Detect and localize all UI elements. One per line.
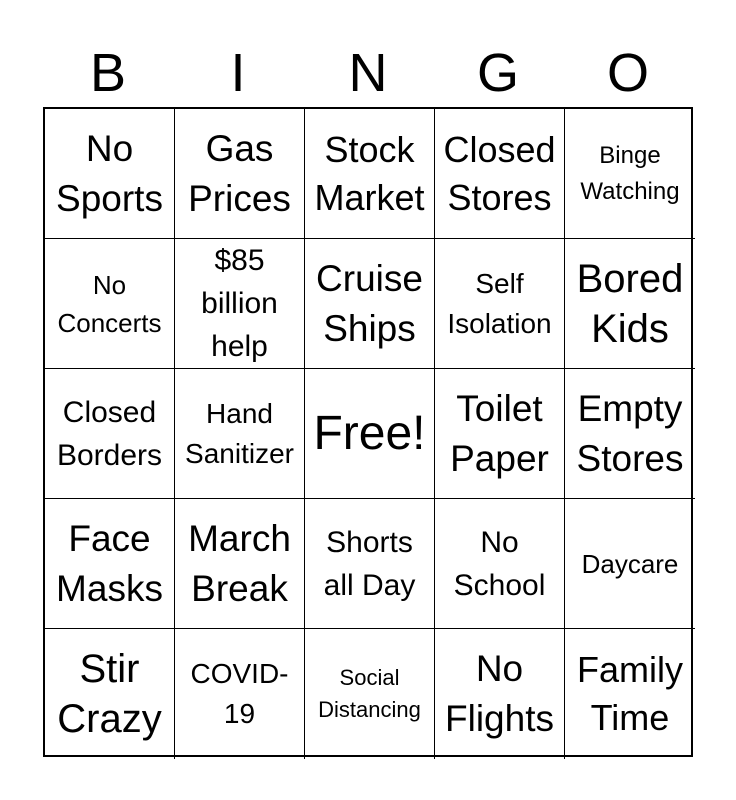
header-letter-i: I [230,43,246,103]
bingo-cell[interactable] [305,239,435,369]
bingo-cell[interactable] [565,369,695,499]
header-letter-g: G [476,43,519,103]
cell-text: Gas Prices [188,127,291,219]
cell-text: Hand Sanitizer [185,397,294,469]
bingo-cell[interactable] [175,499,305,629]
cell-text: COVID- 19 [190,658,289,729]
cell-text: Binge Watching [580,141,680,205]
bingo-cell[interactable] [175,629,305,759]
cell-text: Closed Borders [56,395,163,472]
bingo-cell[interactable] [45,499,175,629]
bingo-cell[interactable] [565,109,695,239]
bingo-cell[interactable] [45,369,175,499]
bingo-cell[interactable] [435,109,565,239]
cell-text: Bored Kids [576,256,684,351]
bingo-cell[interactable] [175,369,305,499]
header-letter-o: O [606,43,649,103]
cell-text: $85 billion help [201,244,278,363]
bingo-grid [43,107,693,757]
cell-text: Self Isolation [447,267,552,339]
bingo-header [43,42,693,104]
cell-text: Stir Crazy [57,647,162,741]
bingo-cell[interactable] [305,109,435,239]
cell-text: Family Time [577,649,683,738]
cell-text: No Concerts [57,269,162,338]
cell-text: No Flights [445,648,554,739]
bingo-cell[interactable] [565,499,695,629]
bingo-cell[interactable] [45,239,175,369]
cell-text: No School [453,525,546,602]
header-letter-n: N [348,43,388,103]
cell-text: No Sports [56,127,163,219]
bingo-cell[interactable] [45,109,175,239]
bingo-cell[interactable] [565,239,695,369]
bingo-cell[interactable] [565,629,695,759]
free-space-text: Free! [313,406,426,460]
cell-text: Toilet Paper [450,387,549,479]
bingo-cell[interactable] [435,629,565,759]
cell-text: Cruise Ships [316,257,423,349]
cell-text: Daycare [581,548,679,579]
free-space[interactable] [305,369,435,499]
cell-text: Stock Market [314,128,425,218]
cell-text: March Break [188,517,291,609]
bingo-cell[interactable] [45,629,175,759]
cell-text: Shorts all Day [323,525,416,602]
bingo-cell[interactable] [175,239,305,369]
bingo-cell[interactable] [305,499,435,629]
cell-text: Empty Stores [576,387,684,479]
cell-text: Social Distancing [318,665,421,722]
cell-text: Face Masks [56,517,163,609]
bingo-cell[interactable] [305,629,435,759]
bingo-cell[interactable] [435,369,565,499]
cell-text: Closed Stores [443,128,556,218]
bingo-cell[interactable] [175,109,305,239]
header-letter-b: B [89,43,127,103]
bingo-cell[interactable] [435,499,565,629]
bingo-cell[interactable] [435,239,565,369]
